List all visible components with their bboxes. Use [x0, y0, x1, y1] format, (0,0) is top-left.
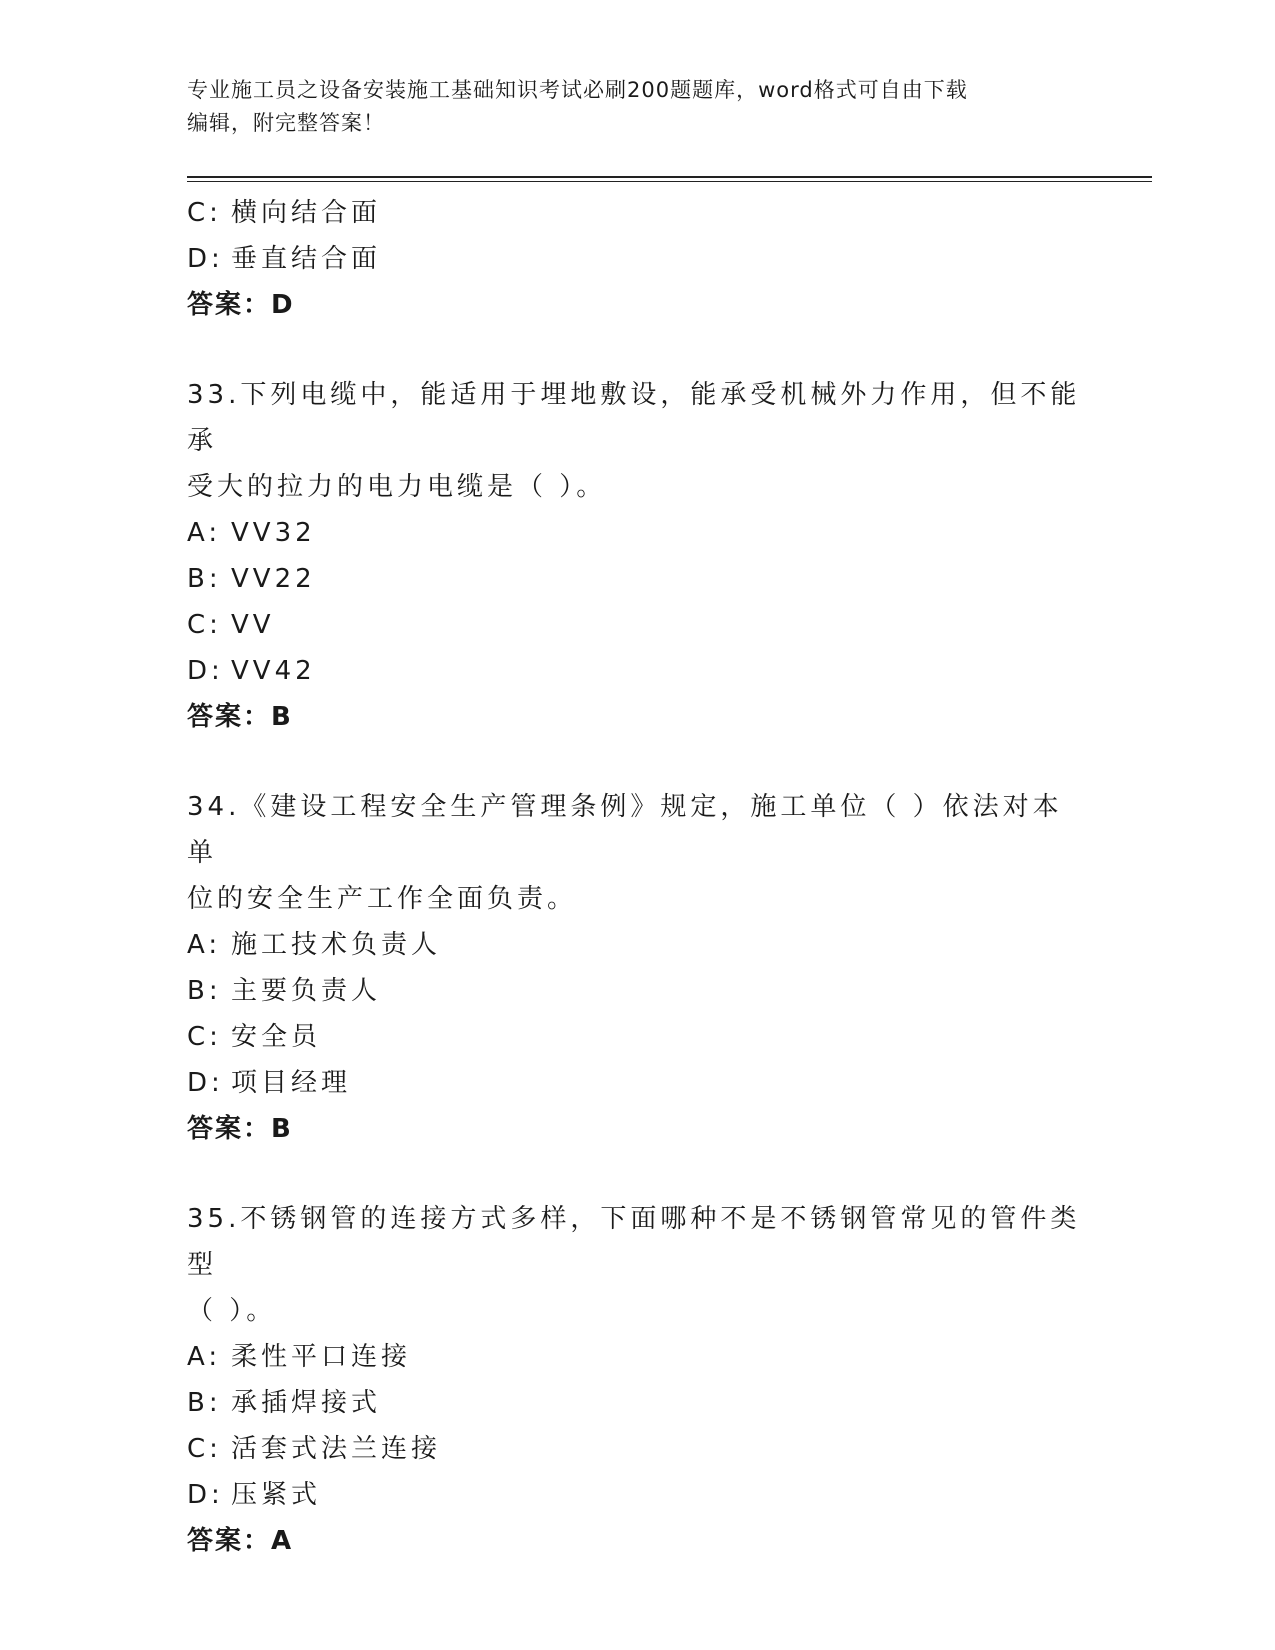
- option-a: [187, 922, 1087, 968]
- option-b: [187, 968, 1087, 1014]
- option-c: [187, 602, 1087, 648]
- option-d: [187, 1060, 1087, 1106]
- option-key: D:: [187, 244, 224, 274]
- option-c: [187, 1014, 1087, 1060]
- question-stem: [187, 1196, 1087, 1334]
- option-text: 垂直结合面: [231, 244, 382, 274]
- option-key: D:: [187, 1068, 224, 1098]
- question-32-continued: [187, 190, 1087, 328]
- document-body: [187, 190, 1087, 1564]
- answer-value: B: [271, 1114, 293, 1144]
- option-text: 活套式法兰连接: [231, 1434, 442, 1464]
- option-text: 柔性平口连接: [231, 1342, 412, 1372]
- question-33: [187, 372, 1087, 740]
- option-c: [187, 1426, 1087, 1472]
- option-key: D:: [187, 656, 224, 686]
- stem-line-1: 33.下列电缆中，能适用于埋地敷设，能承受机械外力作用，但不能承: [187, 380, 1081, 456]
- option-a: [187, 510, 1087, 556]
- stem-line-1: 34.《建设工程安全生产管理条例》规定，施工单位（ ）依法对本单: [187, 792, 1063, 868]
- stem-line-2: 位的安全生产工作全面负责。: [187, 884, 578, 914]
- answer-label: 答案：: [187, 1114, 272, 1144]
- option-key: D:: [187, 1480, 224, 1510]
- stem-line-1: 35.不锈钢管的连接方式多样，下面哪种不是不锈钢管常见的管件类型: [187, 1204, 1081, 1280]
- answer-line: [187, 694, 1087, 740]
- option-key: C:: [187, 198, 222, 228]
- option-d: [187, 1472, 1087, 1518]
- option-key: B:: [187, 1388, 222, 1418]
- option-text: 施工技术负责人: [231, 930, 442, 960]
- page-header: [187, 74, 1067, 140]
- option-key: C:: [187, 610, 222, 640]
- option-text: 横向结合面: [231, 198, 382, 228]
- option-b: [187, 556, 1087, 602]
- answer-value: A: [271, 1526, 294, 1556]
- answer-line: [187, 282, 1087, 328]
- option-c: [187, 190, 1087, 236]
- answer-value: D: [271, 290, 295, 320]
- option-text: 主要负责人: [231, 976, 382, 1006]
- option-key: A:: [187, 1342, 222, 1372]
- option-text: 项目经理: [231, 1068, 352, 1098]
- option-key: A:: [187, 930, 222, 960]
- option-a: [187, 1334, 1087, 1380]
- stem-line-2: （ ）。: [187, 1296, 277, 1326]
- answer-value: B: [271, 702, 293, 732]
- option-text: VV32: [231, 518, 316, 548]
- option-key: C:: [187, 1434, 222, 1464]
- header-divider: [187, 176, 1152, 182]
- option-text: VV22: [231, 564, 316, 594]
- question-stem: [187, 372, 1087, 510]
- option-text: 压紧式: [231, 1480, 322, 1510]
- answer-label: 答案：: [187, 702, 272, 732]
- stem-line-2: 受大的拉力的电力电缆是（ ）。: [187, 472, 607, 502]
- option-text: 安全员: [231, 1022, 322, 1052]
- option-key: A:: [187, 518, 222, 548]
- option-d: [187, 648, 1087, 694]
- answer-label: 答案：: [187, 290, 272, 320]
- answer-label: 答案：: [187, 1526, 272, 1556]
- answer-line: [187, 1518, 1087, 1564]
- option-d: [187, 236, 1087, 282]
- option-key: B:: [187, 564, 222, 594]
- option-text: 承插焊接式: [231, 1388, 382, 1418]
- answer-line: [187, 1106, 1087, 1152]
- option-key: B:: [187, 976, 222, 1006]
- option-b: [187, 1380, 1087, 1426]
- question-35: [187, 1196, 1087, 1564]
- option-text: VV: [231, 610, 275, 640]
- header-title-line-2: 编辑，附完整答案！: [187, 111, 385, 135]
- header-title-line-1: 专业施工员之设备安装施工基础知识考试必刷200题题库，word格式可自由下载: [187, 78, 968, 102]
- question-stem: [187, 784, 1087, 922]
- option-text: VV42: [231, 656, 316, 686]
- question-34: [187, 784, 1087, 1152]
- option-key: C:: [187, 1022, 222, 1052]
